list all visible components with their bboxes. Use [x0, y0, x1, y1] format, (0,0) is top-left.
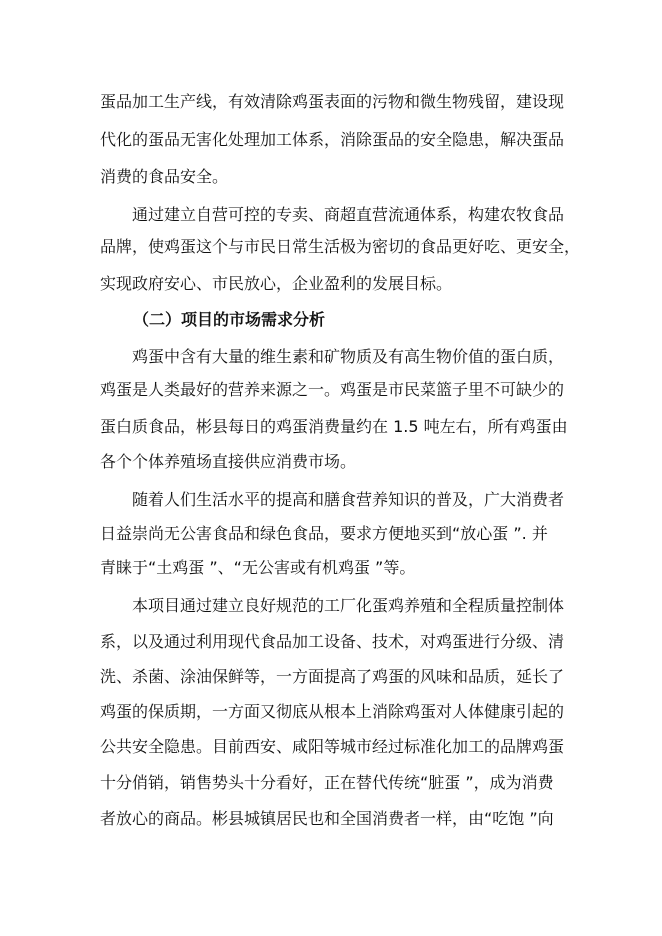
text-line: 蛋白质食品，彬县每日的鸡蛋消费量约在 1.5 吨左右，所有鸡蛋由 [100, 417, 568, 436]
text-line: 十分俏销，销售势头十分看好，正在替代传统“脏蛋 ”，成为消费 [100, 773, 554, 792]
section-heading: （二）项目的市场需求分析 [133, 310, 326, 329]
text-line: 随着人们生活水平的提高和膳食营养知识的普及，广大消费者 [132, 490, 565, 509]
text-line: 鸡蛋的保质期，一方面又彻底从根本上消除鸡蛋对人体健康引起的 [100, 702, 565, 721]
text-line: 实现政府安心、市民放心，企业盈利的发展目标。 [100, 274, 453, 293]
text-line: 本项目通过建立良好规范的工厂化蛋鸡养殖和全程质量控制体 [132, 596, 565, 615]
text-line: 鸡蛋中含有大量的维生素和矿物质及有高生物价值的蛋白质， [132, 347, 565, 366]
text-line: 日益崇尚无公害食品和绿色食品，要求方便地买到“放心蛋 ”. 并 [100, 524, 548, 543]
text-line: 洗、杀菌、涂油保鲜等，一方面提高了鸡蛋的风味和品质，延长了 [100, 667, 565, 686]
text-line: 公共安全隐患。目前西安、咸阳等城市经过标准化加工的品牌鸡蛋 [100, 737, 565, 756]
text-line: 青睐于“土鸡蛋 ”、“无公害或有机鸡蛋 ”等。 [100, 558, 416, 577]
text-line: 鸡蛋是人类最好的营养来源之一。鸡蛋是市民菜篮子里不可缺少的 [100, 380, 565, 399]
text-line: 品牌，使鸡蛋这个与市民日常生活极为密切的食品更好吃、更安全， [100, 237, 581, 256]
text-line: 消费的食品安全。 [100, 167, 229, 186]
text-line: 者放心的商品。彬县城镇居民也和全国消费者一样，由“吃饱 ”向 [100, 809, 554, 828]
text-line: 蛋品加工生产线，有效清除鸡蛋表面的污物和微生物残留，建设现 [100, 92, 565, 111]
text-line: 代化的蛋品无害化处理加工体系，消除蛋品的安全隐患，解决蛋品 [100, 130, 565, 149]
text-line: 通过建立自营可控的专卖、商超直营流通体系，构建农牧食品 [132, 205, 565, 224]
text-line: 各个个体养殖场直接供应消费市场。 [100, 452, 357, 471]
text-line: 系，以及通过利用现代食品加工设备、技术，对鸡蛋进行分级、清 [100, 632, 565, 651]
